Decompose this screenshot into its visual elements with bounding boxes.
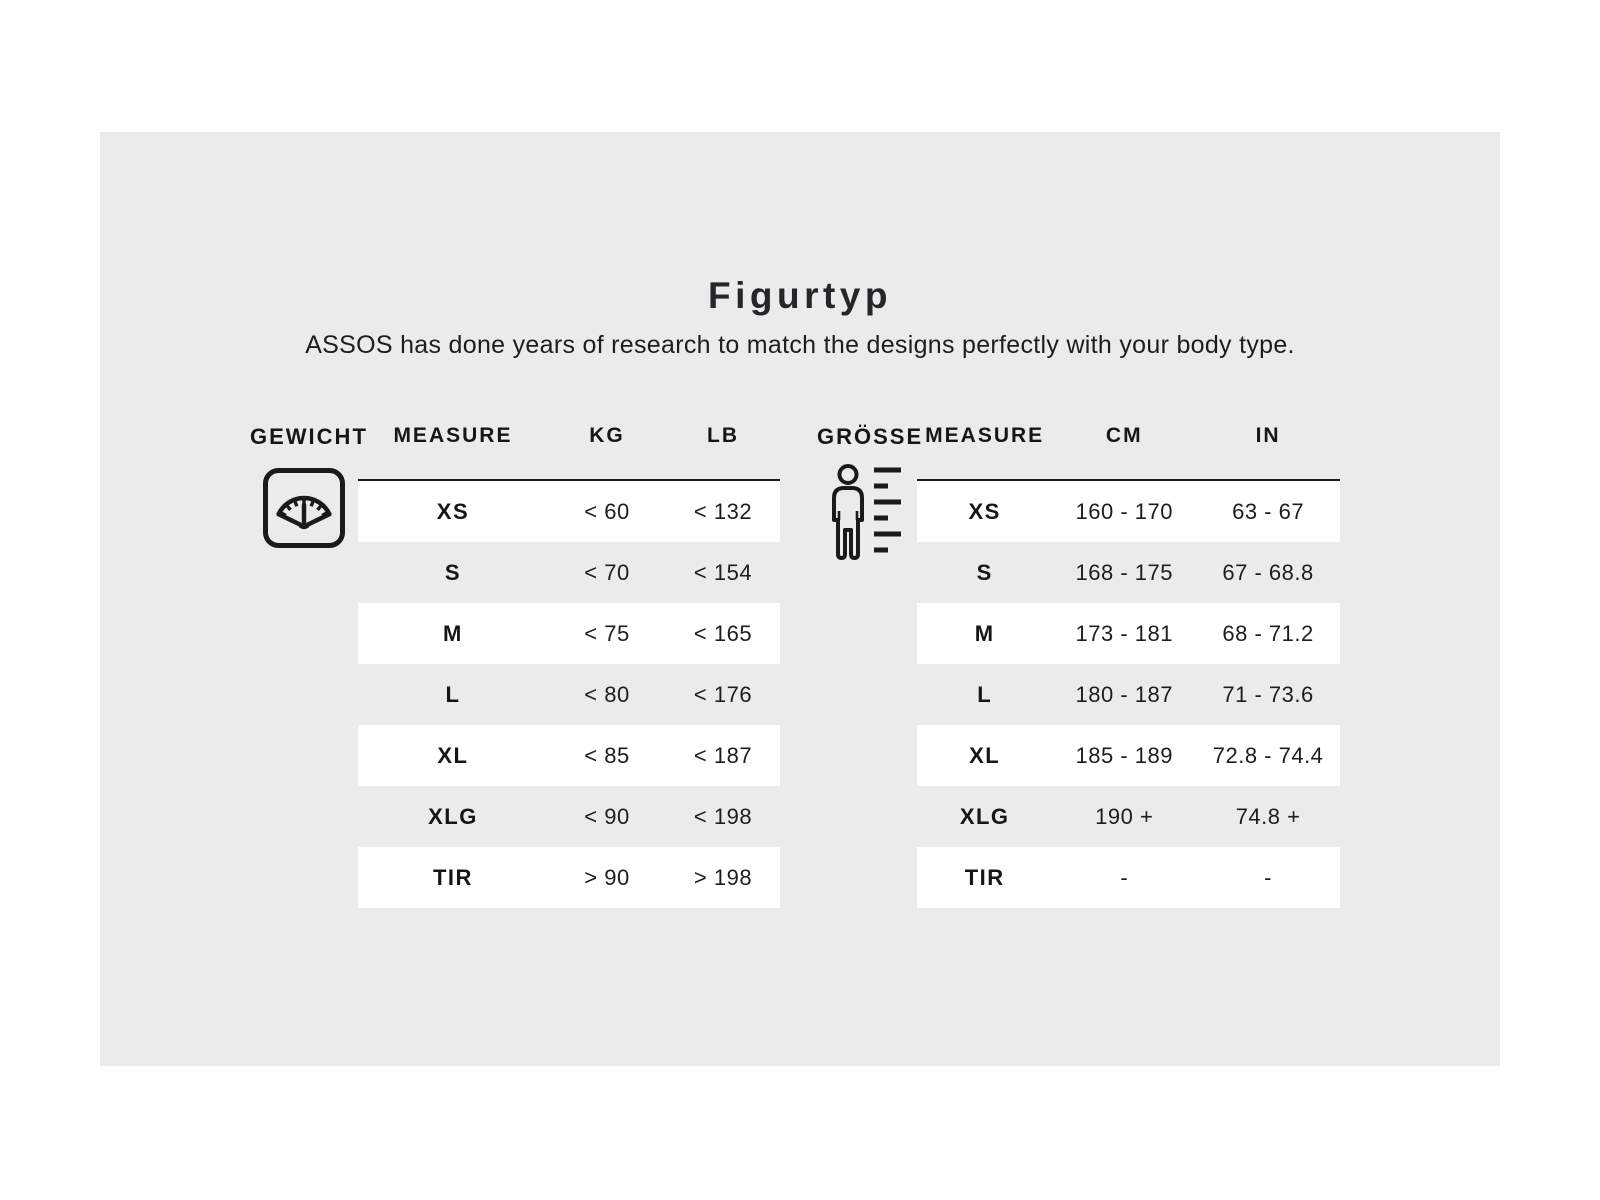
table-row bbox=[358, 542, 780, 603]
lb-cell: > 198 bbox=[693, 864, 753, 890]
size-cell: XL bbox=[969, 742, 1001, 768]
scale-icon bbox=[262, 468, 346, 553]
cm-cell: 185 - 189 bbox=[1075, 742, 1173, 768]
lb-cell: < 132 bbox=[693, 498, 753, 524]
cm-cell: - bbox=[1120, 864, 1129, 890]
table-row bbox=[917, 725, 1340, 786]
table-row bbox=[358, 847, 780, 908]
lb-cell: < 165 bbox=[693, 620, 753, 646]
weight-col-kg: KG bbox=[589, 424, 625, 447]
size-cell: TIR bbox=[964, 864, 1005, 890]
kg-cell: < 85 bbox=[584, 742, 630, 768]
in-cell: 72.8 - 74.4 bbox=[1212, 742, 1324, 768]
cm-cell: 168 - 175 bbox=[1075, 559, 1173, 585]
size-cell: XL bbox=[437, 742, 469, 768]
page-title: Figurtyp bbox=[708, 275, 892, 316]
table-row bbox=[358, 664, 780, 725]
table-row bbox=[917, 786, 1340, 847]
lb-cell: < 198 bbox=[693, 803, 753, 829]
weight-table-label: GEWICHT bbox=[250, 424, 368, 449]
in-cell: 67 - 68.8 bbox=[1222, 559, 1314, 585]
table-row bbox=[358, 481, 780, 542]
weight-col-measure: MEASURE bbox=[393, 424, 513, 447]
weight-table-header bbox=[358, 424, 780, 448]
table-row bbox=[917, 481, 1340, 542]
size-cell: XS bbox=[436, 498, 470, 524]
table-row bbox=[917, 847, 1340, 908]
kg-cell: < 60 bbox=[584, 498, 630, 524]
size-guide-panel bbox=[100, 132, 1500, 1066]
size-cell: M bbox=[974, 620, 995, 646]
person-height-icon bbox=[822, 464, 907, 569]
in-cell: - bbox=[1264, 864, 1272, 890]
height-table-label: GRÖSSE bbox=[817, 424, 924, 449]
table-row bbox=[358, 725, 780, 786]
height-col-measure: MEASURE bbox=[925, 424, 1045, 447]
size-cell: XLG bbox=[959, 803, 1010, 829]
weight-table bbox=[358, 479, 780, 908]
height-table-header bbox=[917, 424, 1340, 448]
table-row bbox=[917, 664, 1340, 725]
in-cell: 74.8 + bbox=[1235, 803, 1301, 829]
size-cell: XS bbox=[968, 498, 1001, 524]
table-row bbox=[917, 603, 1340, 664]
height-col-in: IN bbox=[1255, 424, 1281, 447]
size-cell: S bbox=[976, 559, 993, 585]
in-cell: 63 - 67 bbox=[1232, 498, 1305, 524]
size-cell: L bbox=[445, 681, 461, 707]
kg-cell: > 90 bbox=[584, 864, 630, 890]
page-subtitle: ASSOS has done years of research to match the designs perfectly with your body type. bbox=[305, 331, 1295, 359]
cm-cell: 173 - 181 bbox=[1075, 620, 1173, 646]
cm-cell: 180 - 187 bbox=[1075, 681, 1173, 707]
size-cell: XLG bbox=[428, 803, 478, 829]
kg-cell: < 90 bbox=[584, 803, 630, 829]
lb-cell: < 187 bbox=[693, 742, 753, 768]
table-row bbox=[358, 603, 780, 664]
kg-cell: < 80 bbox=[584, 681, 630, 707]
table-row bbox=[358, 786, 780, 847]
cm-cell: 190 + bbox=[1095, 803, 1154, 829]
size-cell: S bbox=[444, 559, 462, 585]
in-cell: 71 - 73.6 bbox=[1222, 681, 1314, 707]
lb-cell: < 154 bbox=[693, 559, 753, 585]
size-cell: M bbox=[443, 620, 463, 646]
table-row bbox=[917, 542, 1340, 603]
height-table bbox=[917, 479, 1340, 908]
lb-cell: < 176 bbox=[693, 681, 753, 707]
weight-col-lb: LB bbox=[707, 424, 740, 447]
in-cell: 68 - 71.2 bbox=[1222, 620, 1314, 646]
size-cell: L bbox=[977, 681, 993, 707]
kg-cell: < 75 bbox=[584, 620, 630, 646]
height-col-cm: CM bbox=[1105, 424, 1143, 447]
cm-cell: 160 - 170 bbox=[1075, 498, 1173, 524]
size-cell: TIR bbox=[432, 864, 473, 890]
kg-cell: < 70 bbox=[584, 559, 630, 585]
